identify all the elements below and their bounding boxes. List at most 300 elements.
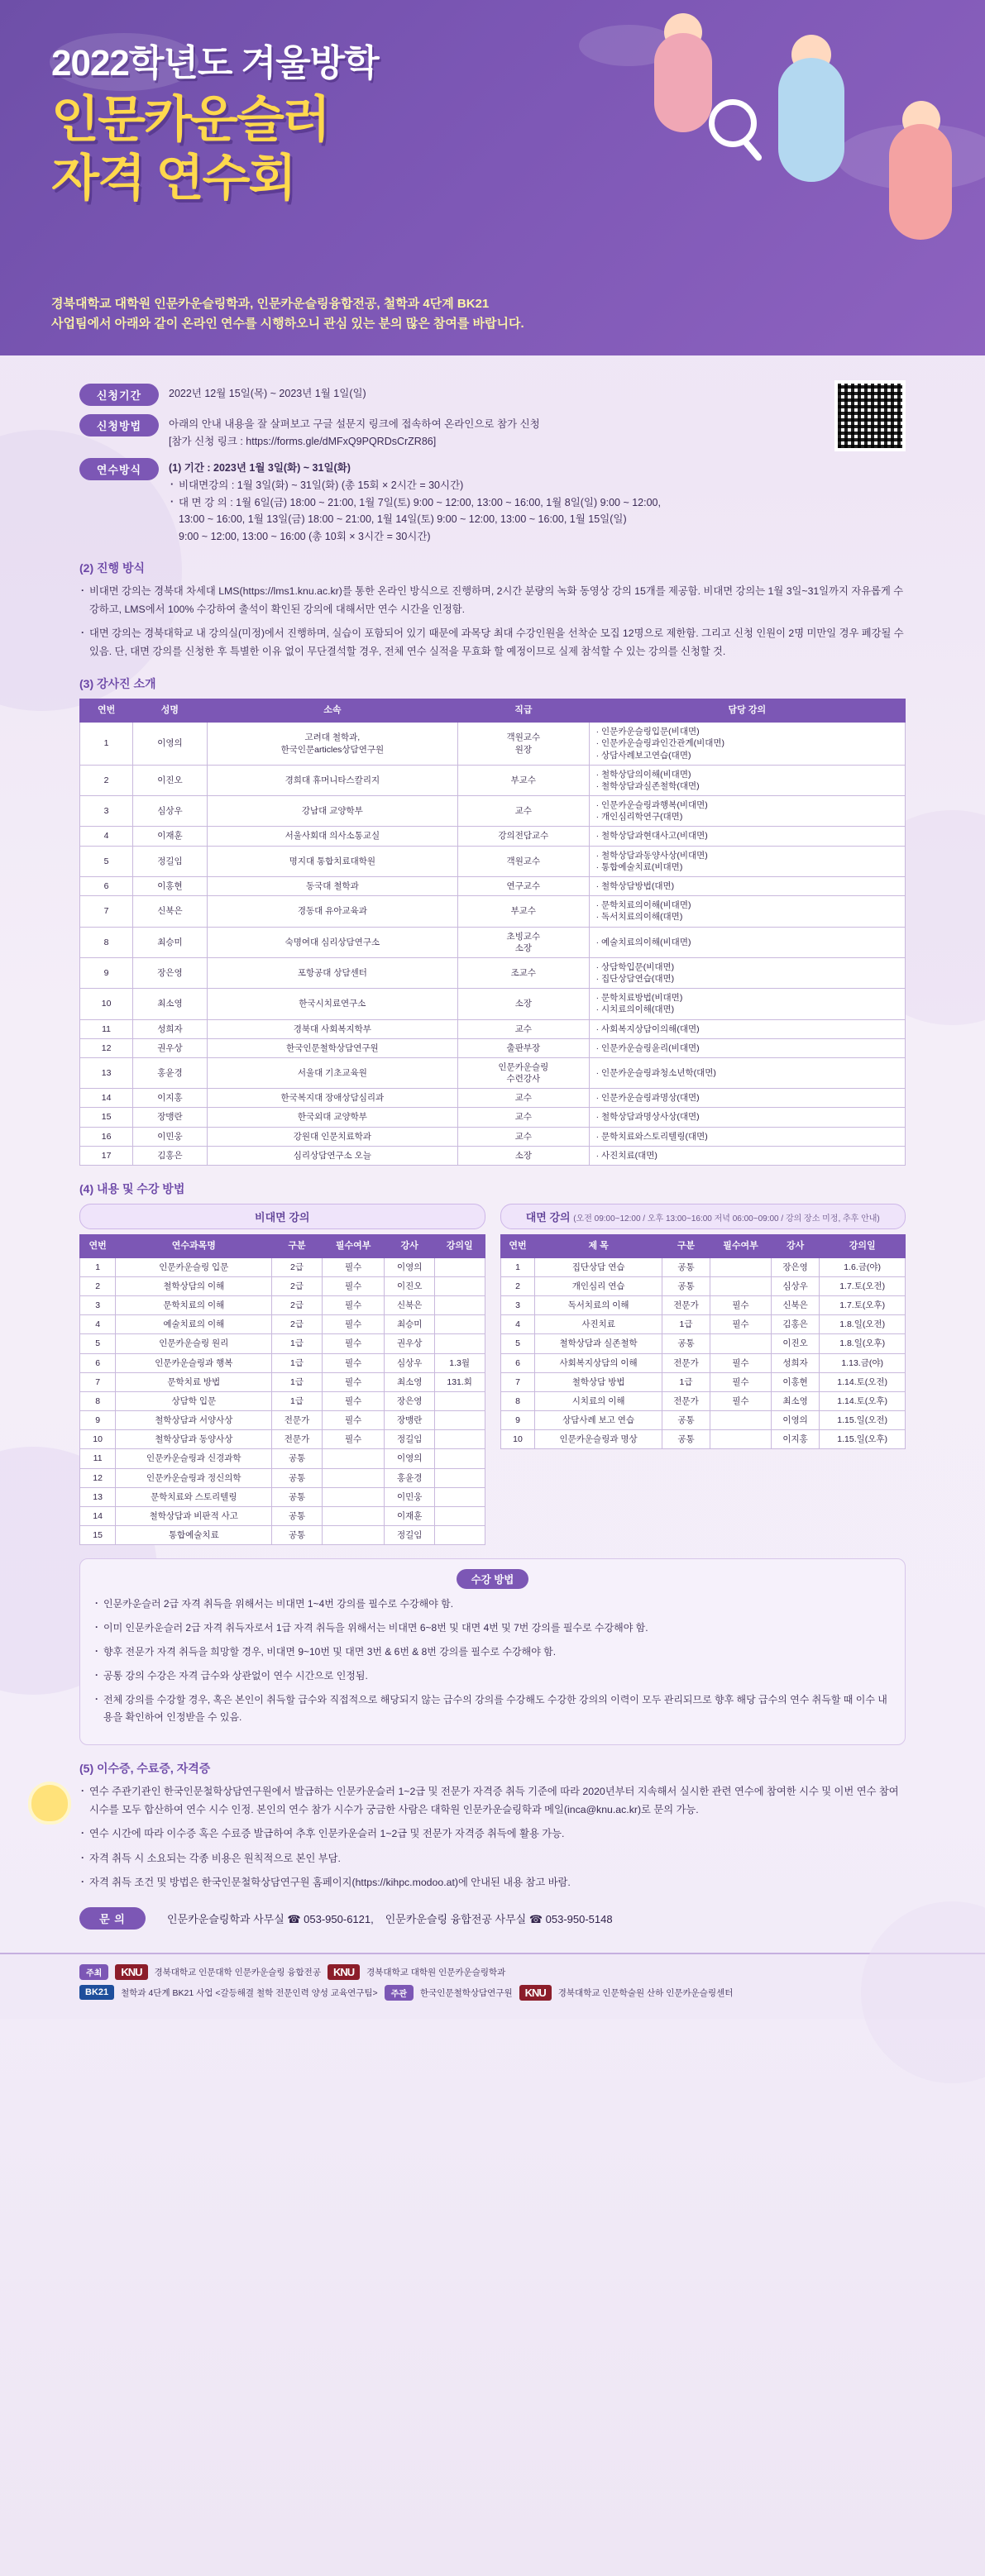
table-row <box>80 957 906 988</box>
table-cell: · 인문카운슬링과행복(비대면) · 개인심리학연구(대면) <box>589 796 905 827</box>
table-row <box>80 877 906 896</box>
table-cell: 5 <box>500 1334 535 1353</box>
table-cell: 명지대 통합치료대학원 <box>207 846 457 876</box>
contact-text-1: 인문카운슬링학과 사무실 ☎ 053-950-6121, <box>167 1912 374 1925</box>
table-cell: 김홍은 <box>133 1146 208 1165</box>
table-cell: 공통 <box>272 1526 322 1545</box>
table-cell: 심리상담연구소 오늘 <box>207 1146 457 1165</box>
section5-list <box>79 1783 906 1892</box>
list-item: · 이미 인문카운슬러 2급 자격 취득자로서 1급 자격 취득을 위해서는 비대면 6~8번 및 대면 4번 및 7번 강의를 필수로 수강해야 함. <box>93 1620 892 1637</box>
table-cell <box>710 1411 772 1430</box>
online-courses-column <box>79 1204 485 1545</box>
table-cell: 12 <box>80 1468 116 1487</box>
table-cell: 8 <box>500 1391 535 1410</box>
list-item: · 자격 취득 시 소요되는 각종 비용은 원칙적으로 본인 부담. <box>79 1850 906 1868</box>
table-cell: 1.7.토(오전) <box>820 1276 906 1295</box>
table-row <box>80 1487 485 1506</box>
table-cell: 1.8.일(오전) <box>820 1315 906 1334</box>
table-cell: 1.14.토(오후) <box>820 1391 906 1410</box>
table-cell: 전문가 <box>272 1430 322 1449</box>
table-row <box>80 796 906 827</box>
table-cell: 11 <box>80 1019 133 1038</box>
table-row <box>80 1315 485 1334</box>
table-row <box>80 1353 485 1372</box>
table-cell: 객원교수 <box>458 846 590 876</box>
table-cell: 포항공대 상담센터 <box>207 957 457 988</box>
table-cell <box>322 1526 385 1545</box>
table-cell <box>434 1449 485 1468</box>
table-cell: 신북은 <box>133 896 208 927</box>
table-cell: 공통 <box>272 1487 322 1506</box>
table-cell: 강의전담교수 <box>458 827 590 846</box>
table-cell <box>434 1276 485 1295</box>
table-cell: 이진오 <box>133 765 208 795</box>
table-row <box>500 1391 906 1410</box>
table-cell: 성희자 <box>771 1353 820 1372</box>
table-cell: 장은영 <box>771 1257 820 1276</box>
offline-courses-heading <box>500 1204 906 1229</box>
table-cell: 14 <box>80 1089 133 1108</box>
list-item: · 향후 전문가 자격 취득을 희망할 경우, 비대면 9~10번 및 대면 3번 & 6번 & 8번 강의를 필수로 수강해야 함. <box>93 1643 892 1661</box>
table-cell: 이지홍 <box>133 1089 208 1108</box>
lightbulb-icon <box>31 1785 68 1821</box>
table-cell: 13 <box>80 1487 116 1506</box>
table-cell: 필수 <box>710 1372 772 1391</box>
table-cell: 철학상담과 비판적 사고 <box>116 1507 272 1526</box>
table-cell: 8 <box>80 1391 116 1410</box>
table-cell: 이영의 <box>385 1257 434 1276</box>
table-cell: 16 <box>80 1127 133 1146</box>
table-cell <box>710 1430 772 1449</box>
value-training-method <box>169 458 661 545</box>
training-offline-3: 9:00 ~ 12:00, 13:00 ~ 16:00 (총 10회 × 3시간 = 30시간) <box>179 530 431 542</box>
list-item: · 연수 주관기관인 한국인문철학상담연구원에서 발급하는 인문카운슬러 1~2급 및 전문가 자격증 취득 기준에 따라 2020년부터 지속해서 실시한 관련 연수에 참여한 시수 및 이번 연수 참여 시수를 모두 합산하여 연수 시수 인정. 본인의 연수 참가 시수가 궁금한 사람은 대학원 인문카운슬링학과 메일(inca@knu.ac.kr)로 문의 가능. <box>79 1783 906 1819</box>
table-cell: 김홍은 <box>771 1315 820 1334</box>
table-cell: 연구교수 <box>458 877 590 896</box>
table-cell: 12 <box>80 1038 133 1057</box>
table-cell: 최소영 <box>133 989 208 1019</box>
table-cell: 1.8.일(오후) <box>820 1334 906 1353</box>
table-row <box>80 846 906 876</box>
table-cell: · 인문카운슬링입문(비대면) · 인문카운슬링과인간관계(비대면) · 상담사례보고연습(대면) <box>589 723 905 766</box>
table-cell: · 철학상담과현대사고(비대면) <box>589 827 905 846</box>
table-cell: 공통 <box>662 1430 710 1449</box>
value-application-method <box>169 414 540 450</box>
table-cell: 철학상담과 동양사상 <box>116 1430 272 1449</box>
table-cell: 최승미 <box>385 1315 434 1334</box>
table-cell: 교수 <box>458 796 590 827</box>
table-cell: · 철학상담과동양사상(비대면) · 통합예술치료(비대면) <box>589 846 905 876</box>
table-cell: 신북은 <box>385 1296 434 1315</box>
table-cell <box>434 1391 485 1410</box>
table-cell: 7 <box>80 1372 116 1391</box>
table-cell: 사회복지상담의 이해 <box>535 1353 662 1372</box>
table-cell: 필수 <box>322 1296 385 1315</box>
footer-org-4: 한국인문철학상담연구원 <box>420 1987 513 1998</box>
table-cell: 8 <box>80 927 133 957</box>
table-cell: 7 <box>500 1372 535 1391</box>
table-cell: 심상우 <box>133 796 208 827</box>
table-row <box>80 1057 906 1088</box>
table-cell: 2 <box>80 1276 116 1295</box>
table-cell: 1급 <box>272 1353 322 1372</box>
table-cell: 초빙교수 소장 <box>458 927 590 957</box>
table-cell: 경희대 휴머니타스칼리지 <box>207 765 457 795</box>
footer-org-3: 철학과 4단계 BK21 사업 <갈등해결 철학 전문인력 양성 교육연구팀> <box>121 1987 378 1998</box>
table-cell: 서울사회대 의사소통교실 <box>207 827 457 846</box>
online-table-header-row <box>80 1234 485 1257</box>
table-cell: · 철학상담방법(대면) <box>589 877 905 896</box>
knu-logo-icon: KNU <box>115 1964 147 1980</box>
table-cell: 5 <box>80 846 133 876</box>
column-header-3: 필수여부 <box>710 1234 772 1257</box>
label-application-method: 신청방법 <box>79 414 159 436</box>
table-cell: 공통 <box>662 1411 710 1430</box>
label-contact: 문 의 <box>79 1907 146 1930</box>
table-row <box>80 1038 906 1057</box>
table-row <box>80 1089 906 1108</box>
poster-footer <box>0 1953 985 2019</box>
offline-table-body <box>500 1257 906 1449</box>
footer-org-1: 경북대학교 인문대학 인문카운슬링 융합전공 <box>154 1967 321 1977</box>
table-cell: · 철학상담의이해(비대면) · 철학상담과실존철학(대면) <box>589 765 905 795</box>
online-courses-heading: 비대면 강의 <box>79 1204 485 1229</box>
table-cell: 9 <box>80 957 133 988</box>
method-line-1: 아래의 안내 내용을 잘 살펴보고 구글 설문지 링크에 접속하여 온라인으로 참가 신청 <box>169 418 540 430</box>
label-application-period: 신청기간 <box>79 384 159 406</box>
table-cell: 고려대 철학과, 한국인문articles상담연구원 <box>207 723 457 766</box>
contact-row <box>79 1907 906 1930</box>
person-body-icon <box>889 124 952 240</box>
table-cell: 한국복지대 장애상담심리과 <box>207 1089 457 1108</box>
table-cell: 3 <box>500 1296 535 1315</box>
table-cell: 필수 <box>710 1296 772 1315</box>
table-cell: 1.3월 <box>434 1353 485 1372</box>
column-header-1: 연수과목명 <box>116 1234 272 1257</box>
table-cell: 사진치료 <box>535 1315 662 1334</box>
table-row <box>500 1257 906 1276</box>
lecturers-table-body <box>80 723 906 1166</box>
table-cell: 1급 <box>662 1372 710 1391</box>
table-cell <box>710 1334 772 1353</box>
table-cell: 1.13.금(야) <box>820 1353 906 1372</box>
table-cell <box>434 1526 485 1545</box>
howto-title: 수강 방법 <box>457 1569 529 1589</box>
table-cell: 교수 <box>458 1089 590 1108</box>
table-cell: 필수 <box>322 1391 385 1410</box>
table-cell: 15 <box>80 1526 116 1545</box>
table-cell: · 철학상담과명상사상(대면) <box>589 1108 905 1127</box>
column-header-5: 강의일 <box>820 1234 906 1257</box>
value-application-period: 2022년 12월 15일(목) ~ 2023년 1월 1일(일) <box>169 388 366 399</box>
table-cell: 필수 <box>322 1372 385 1391</box>
table-cell <box>434 1411 485 1430</box>
hero-subtitle <box>0 294 985 355</box>
table-cell: 4 <box>80 1315 116 1334</box>
section-progress-method <box>79 560 906 661</box>
table-cell: 장은영 <box>385 1391 434 1410</box>
table-cell: 장맹란 <box>385 1411 434 1430</box>
table-cell: 1.15.일(오후) <box>820 1430 906 1449</box>
table-cell: 심상우 <box>385 1353 434 1372</box>
offline-courses-column <box>500 1204 906 1545</box>
online-courses-table <box>79 1234 485 1545</box>
training-offline-2: 13:00 ~ 16:00, 1월 13일(금) 18:00 ~ 21:00, 1월 14일(토) 9:00 ~ 12:00, 13:00 ~ 16:00, 1월 15일(일) <box>179 513 627 526</box>
table-row <box>80 927 906 957</box>
application-link[interactable]: [참가 신청 링크 : https://forms.gle/dMFxQ9PQRDsCrZR86] <box>169 435 437 447</box>
table-cell: 10 <box>500 1430 535 1449</box>
lecturers-table-header-row <box>80 699 906 723</box>
table-cell <box>322 1487 385 1506</box>
section2-paragraph-1: · 비대면 강의는 경북대 차세대 LMS(https://lms1.knu.ac.kr)를 통한 온라인 방식으로 진행하며, 2시간 분량의 녹화 동영상 강의 15개를 제공함. 비대면 강의는 1월 3일~31일까지 자유롭게 수강하고, LMS에서 100% 수강하여 출석이 확인된 강의에 대해서만 연수 시간을 인정함. <box>79 583 906 618</box>
table-cell <box>322 1468 385 1487</box>
table-cell: 1급 <box>272 1372 322 1391</box>
table-cell: 1 <box>80 723 133 766</box>
table-cell: 인문카운슬링과 정신의학 <box>116 1468 272 1487</box>
table-cell: 4 <box>80 827 133 846</box>
qr-code-icon[interactable] <box>834 380 906 451</box>
table-cell: 6 <box>80 1353 116 1372</box>
section-lecturers <box>79 675 906 1165</box>
table-cell: 11 <box>80 1449 116 1468</box>
table-row <box>500 1296 906 1315</box>
table-row <box>80 1296 485 1315</box>
table-cell: 최승미 <box>133 927 208 957</box>
table-cell: 홍윤경 <box>133 1057 208 1088</box>
section-certificates <box>79 1760 906 1892</box>
table-row <box>80 765 906 795</box>
table-row <box>80 1257 485 1276</box>
table-cell: 7 <box>80 896 133 927</box>
offline-table-header-row <box>500 1234 906 1257</box>
table-row <box>80 827 906 846</box>
column-header-3: 필수여부 <box>322 1234 385 1257</box>
online-table-body <box>80 1257 485 1545</box>
table-cell: 필수 <box>322 1315 385 1334</box>
table-cell: · 상담학입문(비대면) · 집단상담연습(대면) <box>589 957 905 988</box>
table-cell: 이재훈 <box>385 1507 434 1526</box>
person-body-icon <box>654 33 712 132</box>
column-header-0: 연번 <box>80 1234 116 1257</box>
hero-year: 2022학년도 겨울방학 <box>51 43 379 83</box>
table-row <box>500 1315 906 1334</box>
offline-courses-heading-label: 대면 강의 <box>525 1210 571 1224</box>
table-cell: 시치료의 이해 <box>535 1391 662 1410</box>
table-row <box>80 1276 485 1295</box>
table-cell: 2급 <box>272 1296 322 1315</box>
table-cell: · 문학치료방법(비대면) · 시치료의이해(대면) <box>589 989 905 1019</box>
table-cell: 교수 <box>458 1019 590 1038</box>
table-cell <box>710 1257 772 1276</box>
table-cell: 9 <box>500 1411 535 1430</box>
column-header-4: 강사 <box>385 1234 434 1257</box>
training-offline-1: · 대 면 강 의 : 1월 6일(금) 18:00 ~ 21:00, 1월 7일(토) 9:00 ~ 12:00, 13:00 ~ 16:00, 1월 8일(일) 9:00 ~ 12:00, <box>169 494 661 512</box>
table-cell: 10 <box>80 989 133 1019</box>
table-row <box>80 1411 485 1430</box>
table-row <box>80 1108 906 1127</box>
table-cell: 이영의 <box>133 723 208 766</box>
column-header-1: 제 목 <box>535 1234 662 1257</box>
table-cell <box>434 1430 485 1449</box>
table-row <box>80 989 906 1019</box>
info-row-period <box>79 384 906 406</box>
list-item: · 인문카운슬러 2급 자격 취득을 위해서는 비대면 1~4번 강의를 필수로 수강해야 함. <box>93 1596 892 1613</box>
table-cell: 철학상담과 서양사상 <box>116 1411 272 1430</box>
table-cell: · 인문카운슬링윤리(비대면) <box>589 1038 905 1057</box>
table-cell: 14 <box>80 1507 116 1526</box>
table-row <box>500 1276 906 1295</box>
table-cell: 이민웅 <box>133 1127 208 1146</box>
table-cell: 필수 <box>322 1411 385 1430</box>
table-cell: 인문카운슬링 입문 <box>116 1257 272 1276</box>
table-cell: 1.15.일(오전) <box>820 1411 906 1430</box>
table-cell: 공통 <box>662 1276 710 1295</box>
table-cell: 철학상담과 실존철학 <box>535 1334 662 1353</box>
table-cell: 독서치료의 이해 <box>535 1296 662 1315</box>
table-cell: 이지홍 <box>771 1430 820 1449</box>
table-cell: 5 <box>80 1334 116 1353</box>
table-row <box>80 1334 485 1353</box>
table-cell: 경북대 사회복지학부 <box>207 1019 457 1038</box>
column-header-2: 구분 <box>662 1234 710 1257</box>
training-period-head: (1) 기간 : 2023년 1월 3일(화) ~ 31일(화) <box>169 462 351 475</box>
footer-coorg-label: 주관 <box>385 1985 414 2001</box>
column-header-4: 강사 <box>771 1234 820 1257</box>
column-header-0: 연번 <box>80 699 133 723</box>
table-cell <box>434 1487 485 1506</box>
table-cell: 정길임 <box>133 846 208 876</box>
table-cell: 부교수 <box>458 896 590 927</box>
table-cell: 개인심리 연습 <box>535 1276 662 1295</box>
table-cell: 공통 <box>662 1257 710 1276</box>
table-cell: 필수 <box>322 1334 385 1353</box>
table-cell <box>322 1507 385 1526</box>
table-cell: 1급 <box>272 1391 322 1410</box>
label-training-method: 연수방식 <box>79 458 159 480</box>
table-cell: 1급 <box>662 1315 710 1334</box>
courses-columns <box>79 1204 906 1545</box>
table-cell: 한국외대 교양학부 <box>207 1108 457 1127</box>
table-cell: 조교수 <box>458 957 590 988</box>
table-row <box>80 896 906 927</box>
table-cell: · 인문카운슬링과명상(대면) <box>589 1089 905 1108</box>
table-cell: · 사회복지상담이의해(대면) <box>589 1019 905 1038</box>
table-cell: 성희자 <box>133 1019 208 1038</box>
bk21-logo-icon: BK21 <box>79 1985 114 2000</box>
hero-title-group <box>51 33 379 208</box>
table-row <box>80 1127 906 1146</box>
table-cell: 권우상 <box>133 1038 208 1057</box>
table-cell: 권우상 <box>385 1334 434 1353</box>
table-cell: · 문학치료와스토리텔링(대면) <box>589 1127 905 1146</box>
column-header-5: 강의일 <box>434 1234 485 1257</box>
table-row <box>80 1526 485 1545</box>
knu-logo-icon: KNU <box>328 1964 360 1980</box>
table-cell: 필수 <box>322 1276 385 1295</box>
table-cell: 필수 <box>710 1315 772 1334</box>
table-cell: 이영의 <box>771 1411 820 1430</box>
table-cell: 이재훈 <box>133 827 208 846</box>
table-cell: 공통 <box>272 1507 322 1526</box>
table-cell: 문학치료와 스토리텔링 <box>116 1487 272 1506</box>
application-info <box>79 384 906 545</box>
table-cell: 신북은 <box>771 1296 820 1315</box>
table-cell: 문학치료 방법 <box>116 1372 272 1391</box>
table-row <box>500 1372 906 1391</box>
table-row <box>80 1146 906 1165</box>
table-cell: 문학치료의 이해 <box>116 1296 272 1315</box>
person-body-icon <box>778 58 844 182</box>
table-cell: 강남대 교양학부 <box>207 796 457 827</box>
table-cell: 부교수 <box>458 765 590 795</box>
howto-box <box>79 1558 906 1745</box>
column-header-0: 연번 <box>500 1234 535 1257</box>
table-row <box>80 723 906 766</box>
offline-courses-table <box>500 1234 906 1450</box>
table-cell: 정길임 <box>385 1430 434 1449</box>
table-cell: 1급 <box>272 1334 322 1353</box>
table-cell: 인문카운슬링과 명상 <box>535 1430 662 1449</box>
table-cell: 1 <box>80 1257 116 1276</box>
table-cell: 정길임 <box>385 1526 434 1545</box>
magnifier-icon <box>709 99 757 147</box>
table-row <box>500 1353 906 1372</box>
table-row <box>80 1468 485 1487</box>
footer-row-2 <box>79 1985 906 2001</box>
table-row <box>80 1430 485 1449</box>
table-cell: 공통 <box>272 1468 322 1487</box>
table-cell <box>710 1276 772 1295</box>
section5-title: (5) 이수증, 수료증, 자격증 <box>79 1762 211 1776</box>
table-cell: 교수 <box>458 1108 590 1127</box>
table-cell: 1.6.금(야) <box>820 1257 906 1276</box>
column-header-3: 직급 <box>458 699 590 723</box>
column-header-2: 구분 <box>272 1234 322 1257</box>
table-row <box>500 1411 906 1430</box>
table-cell: 한국시치료연구소 <box>207 989 457 1019</box>
table-cell: 전문가 <box>662 1353 710 1372</box>
table-cell: 이홍현 <box>133 877 208 896</box>
table-cell: 교수 <box>458 1127 590 1146</box>
table-row <box>80 1372 485 1391</box>
training-online: · 비대면강의 : 1월 3일(화) ~ 31일(화) (총 15회 × 2시간 = 30시간) <box>169 477 661 494</box>
table-row <box>500 1430 906 1449</box>
hero-title-line1: 인문카운슬러 <box>51 92 329 147</box>
table-cell: 객원교수 원장 <box>458 723 590 766</box>
table-cell: 인문카운슬링 원리 <box>116 1334 272 1353</box>
section2-paragraph-2: · 대면 강의는 경북대학교 내 강의실(미정)에서 진행하며, 실습이 포함되어 있기 때문에 과목당 최대 수강인원을 선착순 모집 12명으로 제한함. 그리고 신청 인원이 2명 미만일 경우 폐강될 수 있음. 단, 대면 강의를 신청한 후 특별한 이유 없이 무단결석할 경우, 전체 연수 실적을 무효화 할 예정이므로 실제 참석할 수 있는 강의를 신청할 것. <box>79 625 906 661</box>
table-cell: 최소영 <box>385 1372 434 1391</box>
table-cell: 1.7.토(오후) <box>820 1296 906 1315</box>
footer-org-5: 경북대학교 인문학술원 산하 인문카운슬링센터 <box>557 1987 734 1998</box>
table-cell: 필수 <box>322 1353 385 1372</box>
table-cell: 3 <box>80 1296 116 1315</box>
table-cell: 이홍현 <box>771 1372 820 1391</box>
table-cell <box>322 1449 385 1468</box>
section2-title: (2) 진행 방식 <box>79 561 145 575</box>
column-header-2: 소속 <box>207 699 457 723</box>
info-row-training <box>79 458 906 545</box>
table-row <box>80 1449 485 1468</box>
table-cell <box>434 1334 485 1353</box>
table-cell: · 사진치료(대면) <box>589 1146 905 1165</box>
table-cell: 2급 <box>272 1315 322 1334</box>
info-row-method <box>79 414 906 450</box>
hero-subtitle-line1: 경북대학교 대학원 인문카운슬링학과, 인문카운슬링융합전공, 철학과 4단계 BK21 <box>51 297 490 311</box>
table-cell: 공통 <box>272 1449 322 1468</box>
lecturers-table <box>79 699 906 1165</box>
table-cell: 홍윤경 <box>385 1468 434 1487</box>
